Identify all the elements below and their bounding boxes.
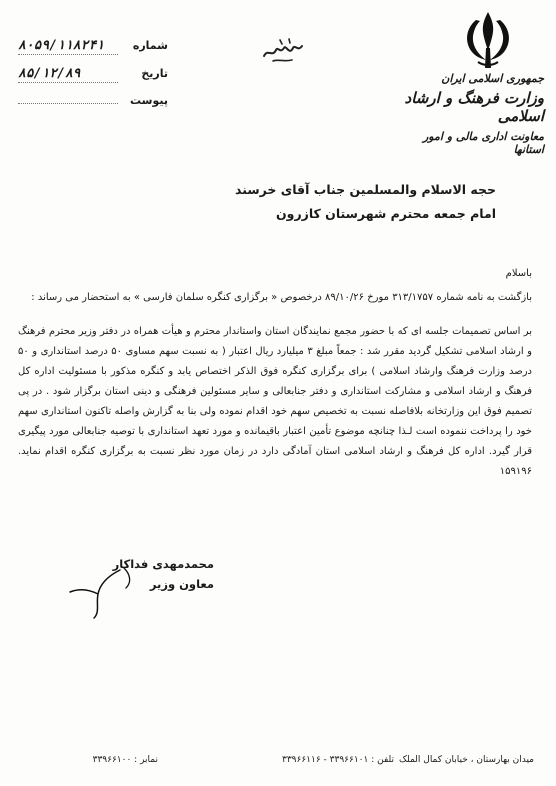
- date-label: تاریخ: [141, 67, 168, 80]
- number-value: ۸۰۵۹/۱۱۸۲۴۱: [18, 38, 118, 55]
- number-label: شماره: [132, 39, 168, 52]
- recipient-title: امام جمعه محترم شهرستان کازرون: [276, 206, 496, 221]
- greeting: باسلام: [505, 268, 532, 279]
- meta-attachment-row: [18, 94, 168, 122]
- date-value: ۸۵/۱۲/۸۹: [18, 66, 118, 83]
- letter-body: [18, 264, 532, 482]
- attachment-value: [18, 102, 118, 104]
- footer-fax: نمابر : ۳۳۹۶۶۱۰۰: [92, 755, 158, 765]
- handwritten-signature: [60, 566, 150, 622]
- attachment-label: پیوست: [130, 94, 168, 107]
- letter-meta: [18, 38, 168, 122]
- organization-block: [394, 72, 544, 156]
- national-emblem-icon: [458, 8, 518, 74]
- handwritten-invocation: [258, 34, 308, 66]
- recipient-name: حجه الاسلام والمسلمین جناب آقای خرسند: [235, 182, 496, 197]
- deputy-office-name: معاونت اداری مالی و امور استانها: [423, 130, 544, 156]
- recipient-block: [176, 178, 496, 226]
- signatory-title: معاون وزیر: [149, 577, 214, 591]
- paragraph-main: بر اساس تصمیمات جلسه ای که با حضور مجمع نمایندگان استان واستاندار محترم و هیأت همراه در دفتر وزیر محترم فرهنگ و ارشاد اسلامی تشکیل گردید مقرر شد : جمعاً مبلغ ۳ میلیارد ریال اعتبار ( به نسبت سهم مساوی ۵۰ درصد استانداری و ۵۰ درصد وزارت فرهنگ وارشاد اسلامی ) برای برگزاری کنگره فوق الذکر اختصاص یابد و کنگره مذکور با مسئولیت اداره کل فرهنگ و ارشاد اسلامی و مشارکت استانداری و دفتر جنابعالی و سایر مسئولین فرهنگی و دینی استان برگزار شود . در پی تصمیم فوق این وزارتخانه بلافاصله نسبت به تخصیص سهم خود اقدام نموده ولی بنا به گزارش واصله تاکنون استانداری سهم خود را پرداخت ننموده است لـذا چنانچه موضوع تأمین اعتبار باقیمانده و مورد تعهد استانداری با توصیه جنابعالی مورد پیگیری قرار گیرد. اداره کل فرهنگ و ارشاد اسلامی استان آمادگی دارد در زمان مورد نظر نسبت به برگزاری کنگره اقدام نماید. ۱۵۹۱۹۶: [18, 326, 532, 477]
- meta-number-row: [18, 38, 168, 66]
- footer-phone: تلفن : ۳۳۹۶۶۱۰۱ - ۳۳۹۶۶۱۱۶: [282, 755, 394, 765]
- country-name: جمهوری اسلامی ایران: [441, 72, 544, 85]
- signatory-name: محمدمهدی فداکار: [112, 557, 214, 571]
- footer-address: میدان بهارستان ، خیابان کمال الملک: [398, 755, 534, 765]
- paragraph-reference: بازگشت به نامه شماره ۳۱۳/۱۷۵۷ مورخ ۸۹/۱۰/۲۶ درخصوص « برگزاری کنگره سلمان فارسی » به استحضار می رساند :: [31, 292, 532, 303]
- meta-date-row: [18, 66, 168, 94]
- footer-contact: [24, 755, 534, 765]
- ministry-name: وزارت فرهنگ و ارشاد اسلامی: [404, 89, 544, 125]
